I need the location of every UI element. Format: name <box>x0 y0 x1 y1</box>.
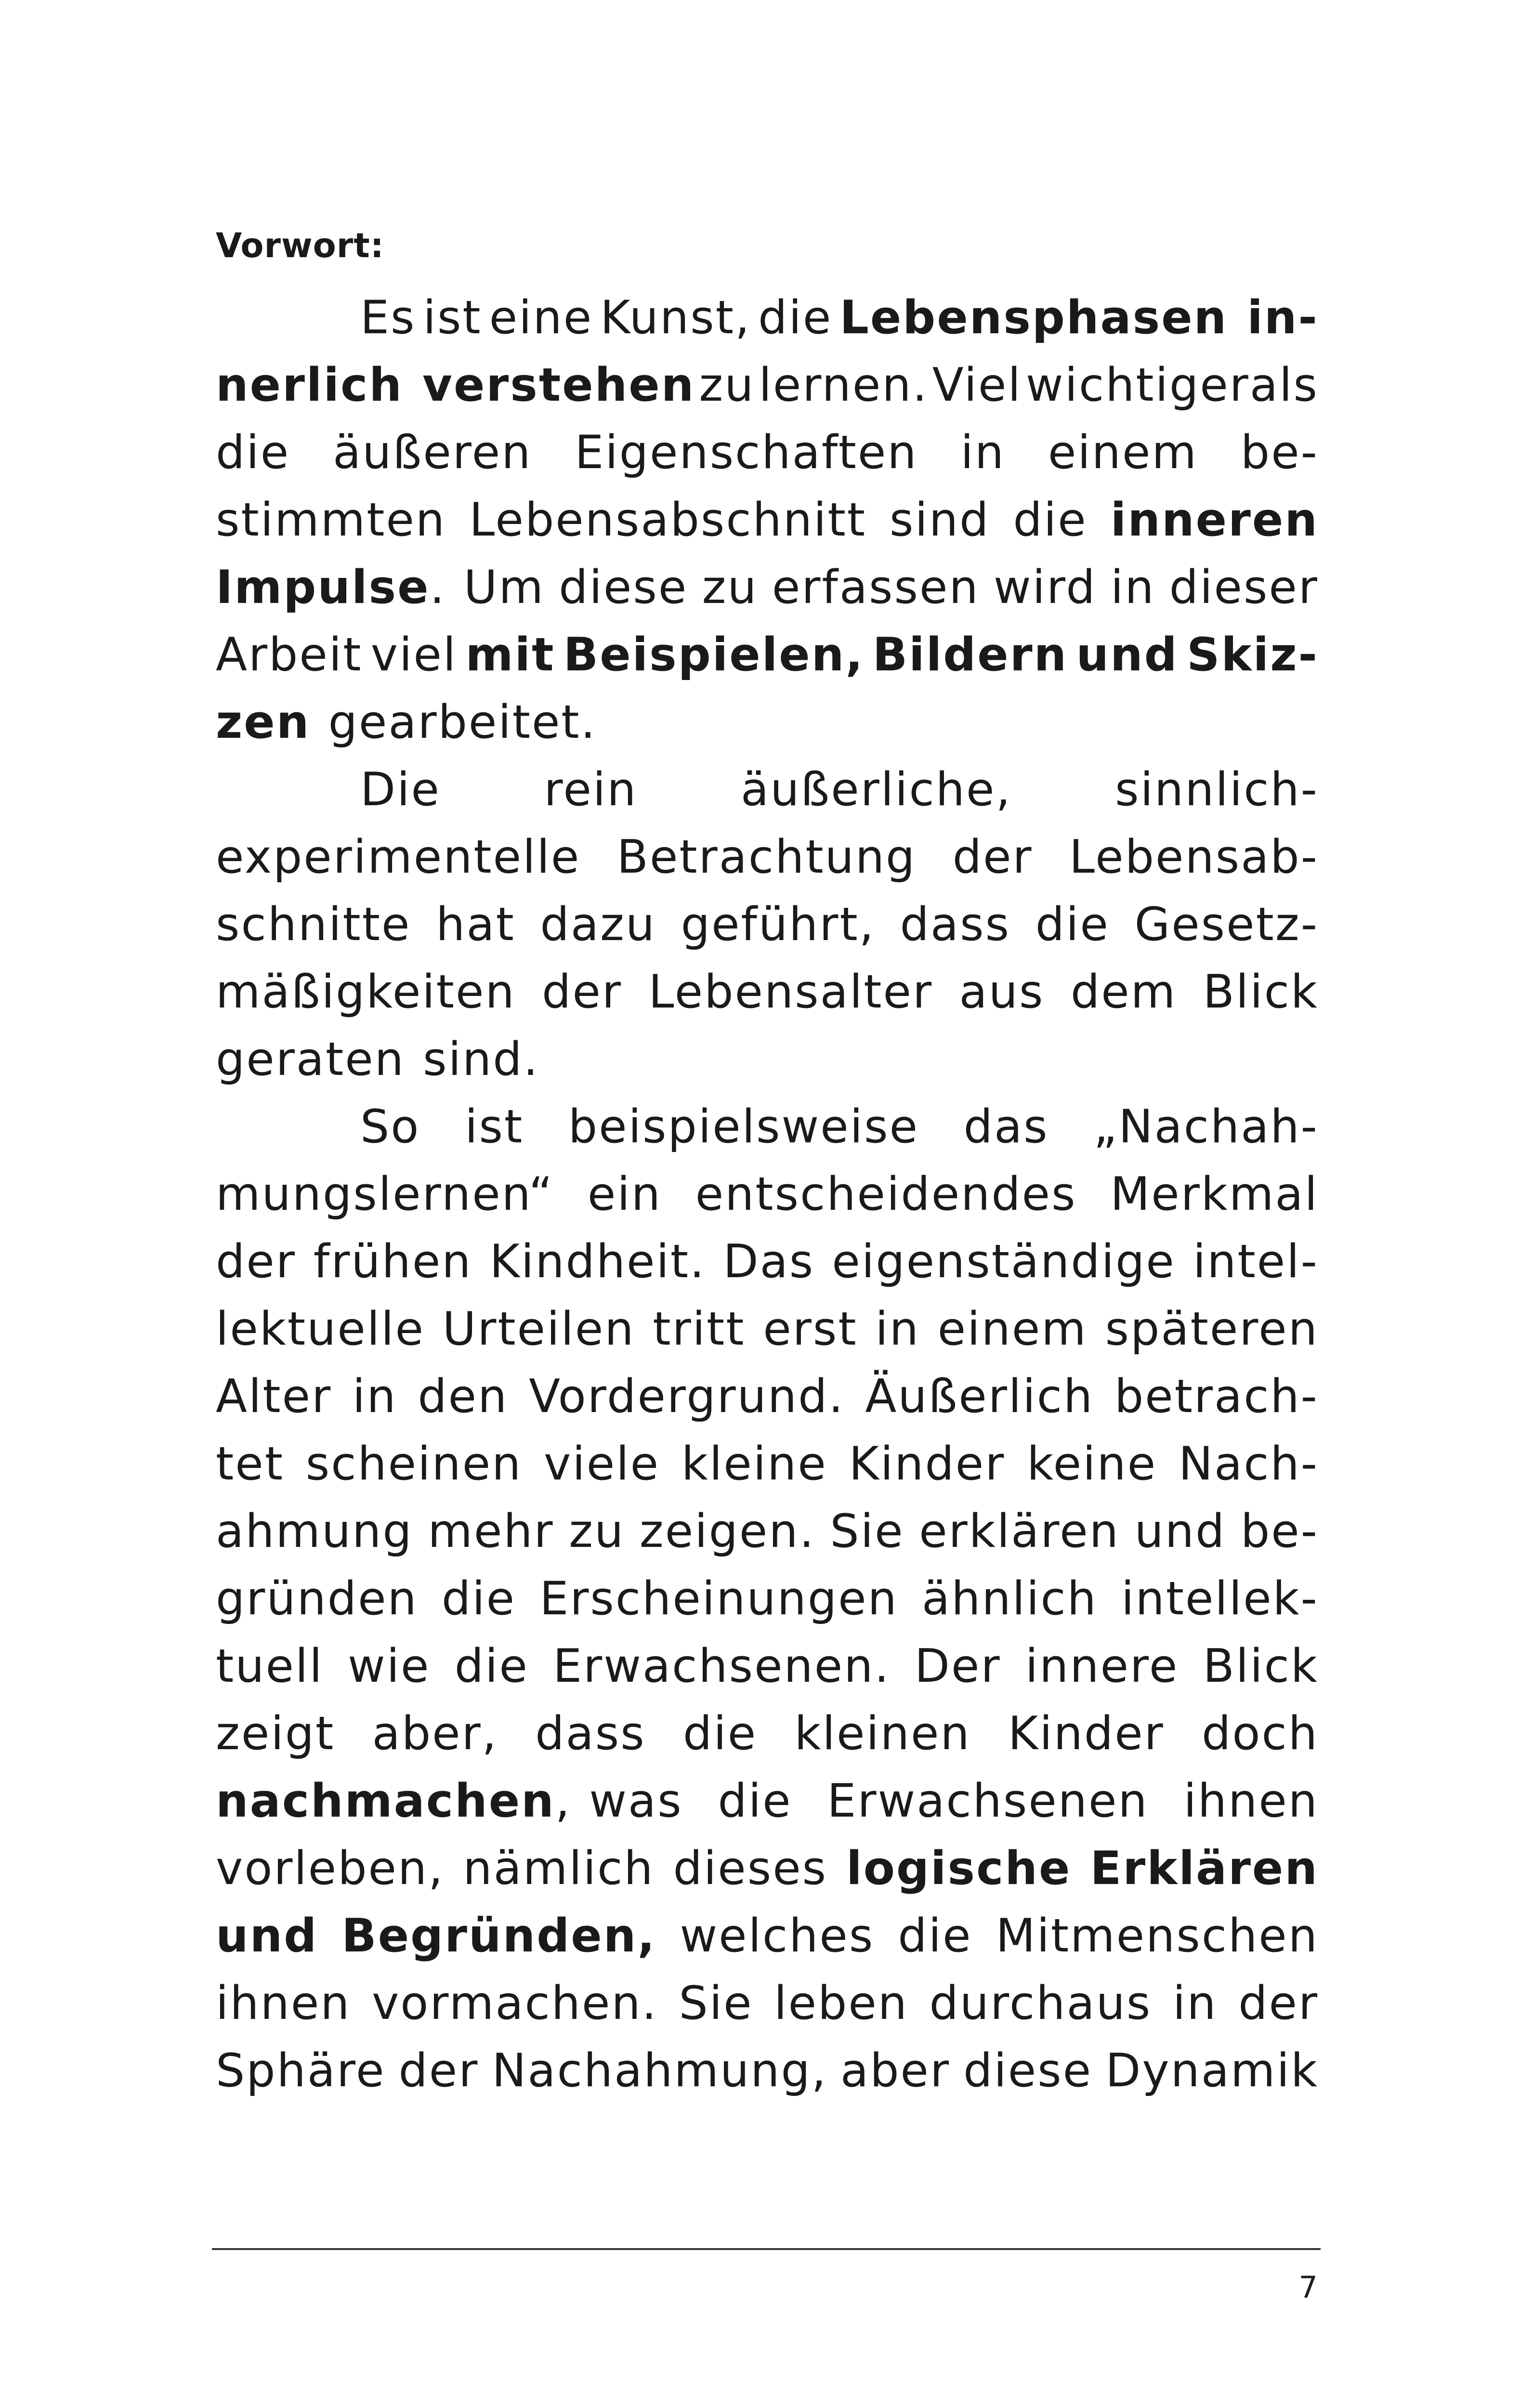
word: Sie <box>830 1505 904 1558</box>
word: Arbeit <box>216 628 363 681</box>
word: der <box>952 831 1033 884</box>
word: Der <box>914 1640 1001 1693</box>
word: die <box>718 1775 792 1828</box>
bold-phrase: nachmachen <box>216 1775 555 1828</box>
word: beispielsweise <box>568 1100 919 1153</box>
word: erfassen <box>772 561 980 614</box>
word: leben <box>774 1977 908 2030</box>
word: aber, <box>372 1707 498 1760</box>
word: Nachahmung, <box>492 2044 827 2097</box>
word: Erscheinungen <box>539 1572 898 1625</box>
word: die <box>898 1910 972 1963</box>
word: Urteilen <box>442 1303 635 1356</box>
word: schnitte <box>216 898 411 951</box>
text-line <box>216 1363 1319 1430</box>
word: frühen <box>313 1235 472 1288</box>
word: viel <box>370 628 458 681</box>
text-line <box>216 284 1319 352</box>
word: mehr <box>428 1505 554 1558</box>
text-line <box>216 1026 1319 1093</box>
word: den <box>418 1370 509 1423</box>
word: Vordergrund. <box>529 1370 845 1423</box>
word: Kinder <box>849 1438 1006 1491</box>
word: in <box>875 1303 920 1356</box>
word: zeigt <box>216 1707 335 1760</box>
body-text <box>216 284 1319 2105</box>
word: geraten sind. <box>216 1033 539 1086</box>
word: hat <box>436 898 515 951</box>
text-line <box>216 891 1319 958</box>
text-line <box>216 486 1319 554</box>
word: wird <box>993 561 1097 614</box>
word: Erwachsenen. <box>553 1640 891 1693</box>
text-line <box>216 824 1319 891</box>
word: Blick <box>1203 1640 1319 1693</box>
bold-phrase: Skiz- <box>1187 628 1319 681</box>
word: Das <box>723 1235 815 1288</box>
word: aber <box>840 2044 951 2097</box>
text-line <box>216 1767 1319 1835</box>
word: rein <box>544 763 638 816</box>
word: diese <box>963 2044 1093 2097</box>
text-line <box>216 1835 1319 1902</box>
word: So <box>360 1100 420 1153</box>
bold-phrase: und <box>1076 628 1179 681</box>
text-line <box>216 1633 1319 1700</box>
word: ist <box>465 1100 524 1153</box>
word: äußeren <box>333 426 532 479</box>
word: sind <box>890 494 990 547</box>
word-group <box>216 1767 683 1835</box>
word: gearbeitet. <box>328 696 597 749</box>
word: Kinder <box>1008 1707 1165 1760</box>
text-line <box>216 1093 1319 1161</box>
word: ihnen <box>216 1977 351 2030</box>
word: Betrachtung <box>616 831 917 884</box>
word: dem <box>1070 966 1177 1019</box>
word: wichtigerals <box>1025 359 1319 412</box>
word: die <box>441 1572 516 1625</box>
word: die <box>216 426 290 479</box>
word: entscheidendes <box>695 1168 1077 1221</box>
word: dazu <box>540 898 656 951</box>
word: Kunst, <box>600 291 751 344</box>
footer-divider <box>212 2248 1321 2250</box>
word: der <box>1238 1977 1319 2030</box>
text-line <box>216 554 1319 621</box>
word: ihnen <box>1183 1775 1319 1828</box>
word: viele <box>544 1438 660 1491</box>
word: einem <box>1048 426 1198 479</box>
word: Lebensab- <box>1069 831 1319 884</box>
text-line <box>216 1430 1319 1498</box>
text-line <box>216 1161 1319 1228</box>
word: zu <box>569 1505 625 1558</box>
bold-phrase: zen <box>216 696 311 749</box>
text-line <box>216 1700 1319 1767</box>
word: einem <box>937 1303 1088 1356</box>
word: dieser <box>1169 561 1319 614</box>
word: durchaus <box>929 1977 1152 2030</box>
word: tritt <box>653 1303 746 1356</box>
word: be- <box>1240 426 1319 479</box>
text-line <box>216 1565 1319 1633</box>
word: Gesetz- <box>1134 898 1319 951</box>
bold-phrase: Begründen, <box>341 1910 656 1963</box>
word: ahmung <box>216 1505 413 1558</box>
word: Kindheit. <box>489 1235 706 1288</box>
word: Alter <box>216 1370 332 1423</box>
word: Erwachsenen <box>827 1775 1149 1828</box>
text-line <box>216 958 1319 1026</box>
word: zu <box>699 359 755 412</box>
word: die <box>758 291 833 344</box>
text-line <box>216 621 1319 689</box>
word: wie <box>347 1640 431 1693</box>
text-line <box>216 1498 1319 1565</box>
text-line <box>216 419 1319 486</box>
word: Mitmenschen <box>996 1910 1319 1963</box>
word: geführt, <box>681 898 875 951</box>
word: eigenständige <box>832 1235 1176 1288</box>
word: ist <box>423 291 482 344</box>
word: lernen. <box>759 359 929 412</box>
word: Dynamik <box>1105 2044 1319 2097</box>
bold-phrase: mit <box>465 628 555 681</box>
word: lektuelle <box>216 1303 425 1356</box>
word: die <box>454 1640 529 1693</box>
text-line <box>216 1296 1319 1363</box>
word: kleine <box>681 1438 827 1491</box>
word: scheinen <box>305 1438 523 1491</box>
word: ein <box>587 1168 662 1221</box>
word: sinnlich- <box>1115 763 1319 816</box>
text-line <box>216 1970 1319 2037</box>
word: Viel <box>932 359 1022 412</box>
word: zu <box>702 561 758 614</box>
word: die <box>683 1707 758 1760</box>
word: der <box>542 966 622 1019</box>
word: das <box>963 1100 1049 1153</box>
word: tet <box>216 1438 284 1491</box>
word: intellek- <box>1121 1572 1319 1625</box>
word: dass <box>535 1707 646 1760</box>
word: Sie <box>679 1977 753 2030</box>
word: „Nachah- <box>1093 1100 1319 1153</box>
word: zeigen. <box>639 1505 815 1558</box>
word: vormachen. <box>372 1977 658 2030</box>
word: in <box>960 426 1006 479</box>
bold-phrase: logische <box>846 1842 1072 1895</box>
word: erklären <box>919 1505 1120 1558</box>
bold-phrase: Erklären <box>1090 1842 1319 1895</box>
word-group <box>216 554 545 621</box>
bold-phrase: Lebensphasen in- <box>839 291 1319 344</box>
bold-phrase: Bildern <box>872 628 1068 681</box>
word: Nach- <box>1178 1438 1319 1491</box>
word: Die <box>360 763 441 816</box>
word: Lebensabschnitt <box>469 494 866 547</box>
word: aus <box>959 966 1045 1019</box>
word: äußerliche, <box>741 763 1012 816</box>
bold-phrase: nerlich verstehen <box>216 359 695 412</box>
word: gründen <box>216 1572 418 1625</box>
word: experimentelle <box>216 831 581 884</box>
word: Blick <box>1203 966 1319 1019</box>
word: Es <box>360 291 416 344</box>
word: dieses <box>673 1842 828 1895</box>
word: dass <box>900 898 1011 951</box>
word: welches <box>680 1910 875 1963</box>
word: diese <box>559 561 688 614</box>
word: stimmten <box>216 494 446 547</box>
word: in <box>1110 561 1155 614</box>
text-line <box>216 352 1319 419</box>
page-number: 7 <box>1298 2270 1318 2305</box>
word: eine <box>489 291 593 344</box>
word: in <box>1173 1977 1218 2030</box>
text-line <box>216 756 1319 824</box>
word: der <box>398 2044 479 2097</box>
word: mungslernen“ <box>216 1168 554 1221</box>
word: nämlich <box>463 1842 655 1895</box>
word: die <box>1035 898 1110 951</box>
word: mäßigkeiten <box>216 966 516 1019</box>
word: ähnlich <box>922 1572 1098 1625</box>
word: Merkmal <box>1110 1168 1319 1221</box>
word: späteren <box>1105 1303 1319 1356</box>
word: tuell <box>216 1640 324 1693</box>
page-heading: Vorwort: <box>216 226 384 265</box>
text-line <box>216 1902 1319 1970</box>
word: Lebensalter <box>648 966 933 1019</box>
bold-phrase: und <box>216 1910 318 1963</box>
word: Sphäre <box>216 2044 386 2097</box>
word: die <box>1013 494 1088 547</box>
word: doch <box>1202 1707 1319 1760</box>
word: . Um <box>430 561 545 614</box>
word: , was <box>555 1775 683 1828</box>
word: kleinen <box>794 1707 971 1760</box>
word: keine <box>1027 1438 1157 1491</box>
word: der <box>216 1235 296 1288</box>
bold-phrase: inneren <box>1110 494 1319 547</box>
text-line <box>216 689 1319 756</box>
word: und <box>1134 1505 1226 1558</box>
word: in <box>352 1370 397 1423</box>
word: Äußerlich <box>865 1370 1094 1423</box>
word: innere <box>1025 1640 1179 1693</box>
word: intel- <box>1192 1235 1319 1288</box>
word: vorleben, <box>216 1842 445 1895</box>
bold-phrase: Impulse <box>216 561 430 614</box>
word: betrach- <box>1114 1370 1319 1423</box>
word: Eigenschaften <box>575 426 918 479</box>
text-line <box>216 1228 1319 1296</box>
text-line <box>216 2037 1319 2105</box>
word: be- <box>1240 1505 1319 1558</box>
bold-phrase: Beispielen, <box>563 628 865 681</box>
word: erst <box>763 1303 858 1356</box>
